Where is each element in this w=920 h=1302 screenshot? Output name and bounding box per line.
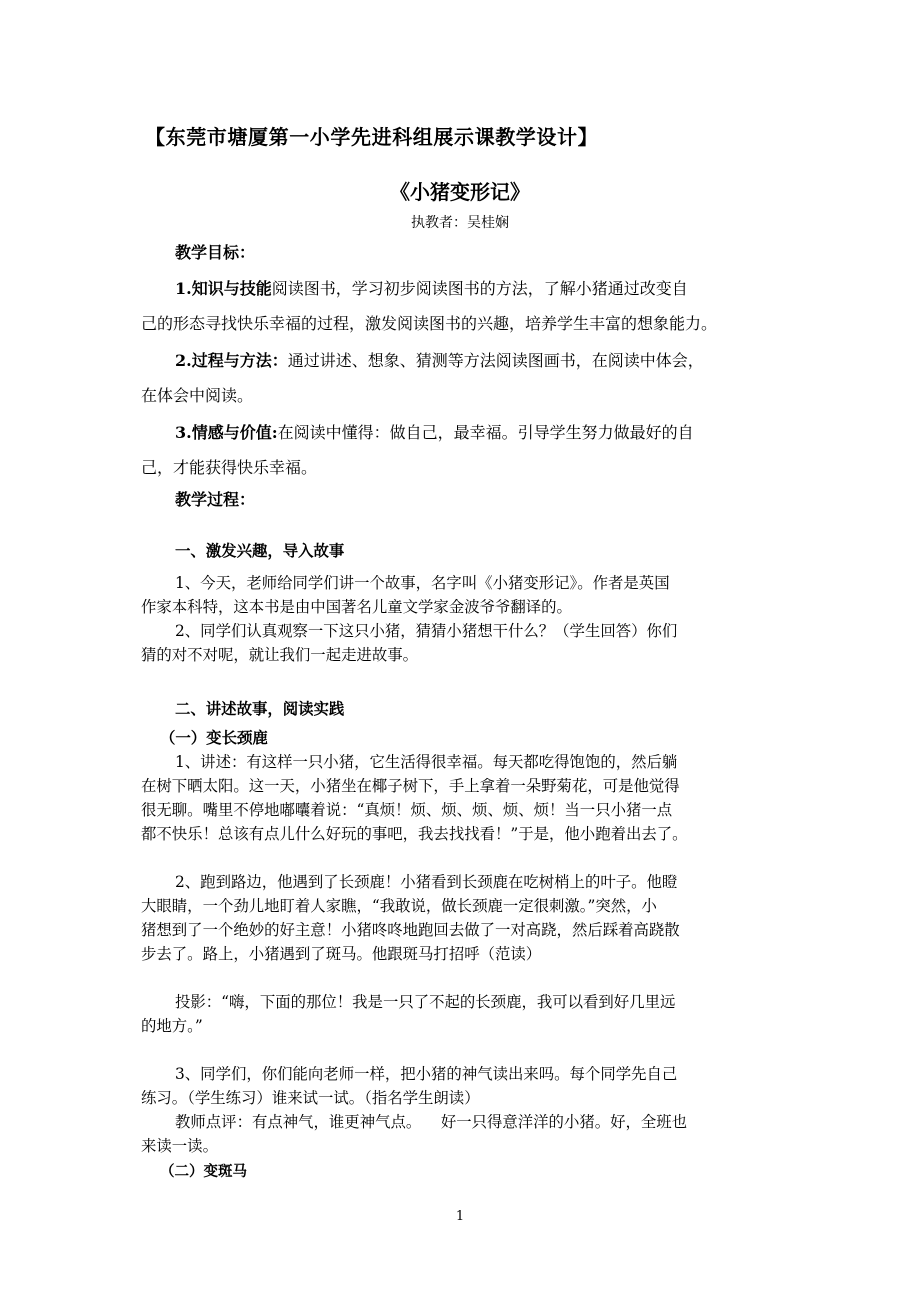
objectives-heading: 教学目标： [175,243,256,262]
story-p2-line-2: 大眼睛，一个劲儿地盯着人家瞧，“我敢说，做长颈鹿一定很刺激。”突然，小 [141,897,657,915]
section-1-p2-line-2: 猜的对不对呢，就让我们一起走进故事。 [141,646,419,664]
section-1-heading: 一、激发兴趣，导入故事 [175,542,345,560]
story-p4-line-1: 3、同学们，你们能向老师一样，把小猪的神气读出来吗。每个同学先自己 [175,1065,678,1083]
story-p1-line-1: 1、讲述：有这样一只小猪，它生活得很幸福。每天都吃得饱饱的，然后躺 [175,753,678,771]
story-p2-line-1: 2、跑到路边，他遇到了长颈鹿！小猪看到长颈鹿在吃树梢上的叶子。他瞪 [175,873,678,891]
story-p4-line-2: 练习。（学生练习）谁来试一试。（指名学生朗读） [141,1089,480,1107]
objective-1-line-2: 己的形态寻找快乐幸福的过程，激发阅读图书的兴趣，培养学生丰富的想象能力。 [141,314,718,333]
document-title: 《小猪变形记》 [390,180,530,204]
objective-2-label: 2.过程与方法： [175,351,288,370]
page-number: 1 [455,1209,465,1224]
story-p2-line-4: 步去了。路上，小猪遇到了斑马。他跟斑马打招呼（范读） [141,945,542,963]
objective-1-line-1 [175,272,688,306]
story-p1-line-2: 在树下晒太阳。这一天，小猪坐在椰子树下，手上拿着一朵野菊花，可是他觉得 [141,777,680,795]
objective-3-label: 3.情感与价值: [175,423,278,442]
process-heading: 教学过程： [175,490,256,509]
section-1-p2-line-1: 2、同学们认真观察一下这只小猪，猜猜小猪想干什么？（学生回答）你们 [175,622,678,640]
subsection-2-heading: （二）变斑马 [160,1163,247,1180]
objective-1-label: 1.知识与技能 [175,279,272,298]
story-p1-line-4: 都不快乐！总该有点儿什么好玩的事吧，我去找找看！”于是，他小跑着出去了。 [141,825,688,843]
objective-1-text: 阅读图书，学习初步阅读图书的方法，了解小猪通过改变自 [271,279,688,298]
teacher-comment-line-1: 教师点评：有点神气，谁更神气点。 好一只得意洋洋的小猪。好，全班也 [175,1113,688,1131]
objective-3-line-1 [175,416,694,450]
objective-3-text: 在阅读中懂得：做自己，最幸福。引导学生努力做最好的自 [277,423,694,442]
objective-2-text: 通过讲述、想象、猜测等方法阅读图画书，在阅读中体会， [287,351,704,370]
document-header: 【东莞市塘厦第一小学先进科组展示课教学设计】 [145,125,599,149]
story-p1-line-3: 很无聊。嘴里不停地嘟囔着说：“真烦！烦、烦、烦、烦、烦！当一只小猪一点 [141,801,673,819]
section-2-heading: 二、讲述故事，阅读实践 [175,700,345,718]
section-1-p1-line-1: 1、今天，老师给同学们讲一个故事，名字叫《小猪变形记》。作者是英国 [175,574,670,592]
teacher-comment-line-2: 来读一读。 [141,1137,218,1155]
objective-3-line-2: 己，才能获得快乐幸福。 [141,458,318,477]
projection-line-1: 投影：“嗨，下面的那位！我是一只了不起的长颈鹿，我可以看到好几里远 [175,993,676,1011]
section-1-p1-line-2: 作家本科特，这本书是由中国著名儿童文学家金波爷爷翻译的。 [141,598,572,616]
projection-line-2: 的地方。” [141,1017,203,1035]
story-p2-line-3: 猪想到了一个绝妙的好主意！小猪咚咚地跑回去做了一对高跷，然后踩着高跷散 [141,921,680,939]
author-line: 执教者：吴桂娴 [411,215,509,231]
objective-2-line-2: 在体会中阅读。 [141,386,254,405]
objective-2-line-1 [175,344,704,378]
subsection-1-heading: （一）变长颈鹿 [160,729,268,747]
